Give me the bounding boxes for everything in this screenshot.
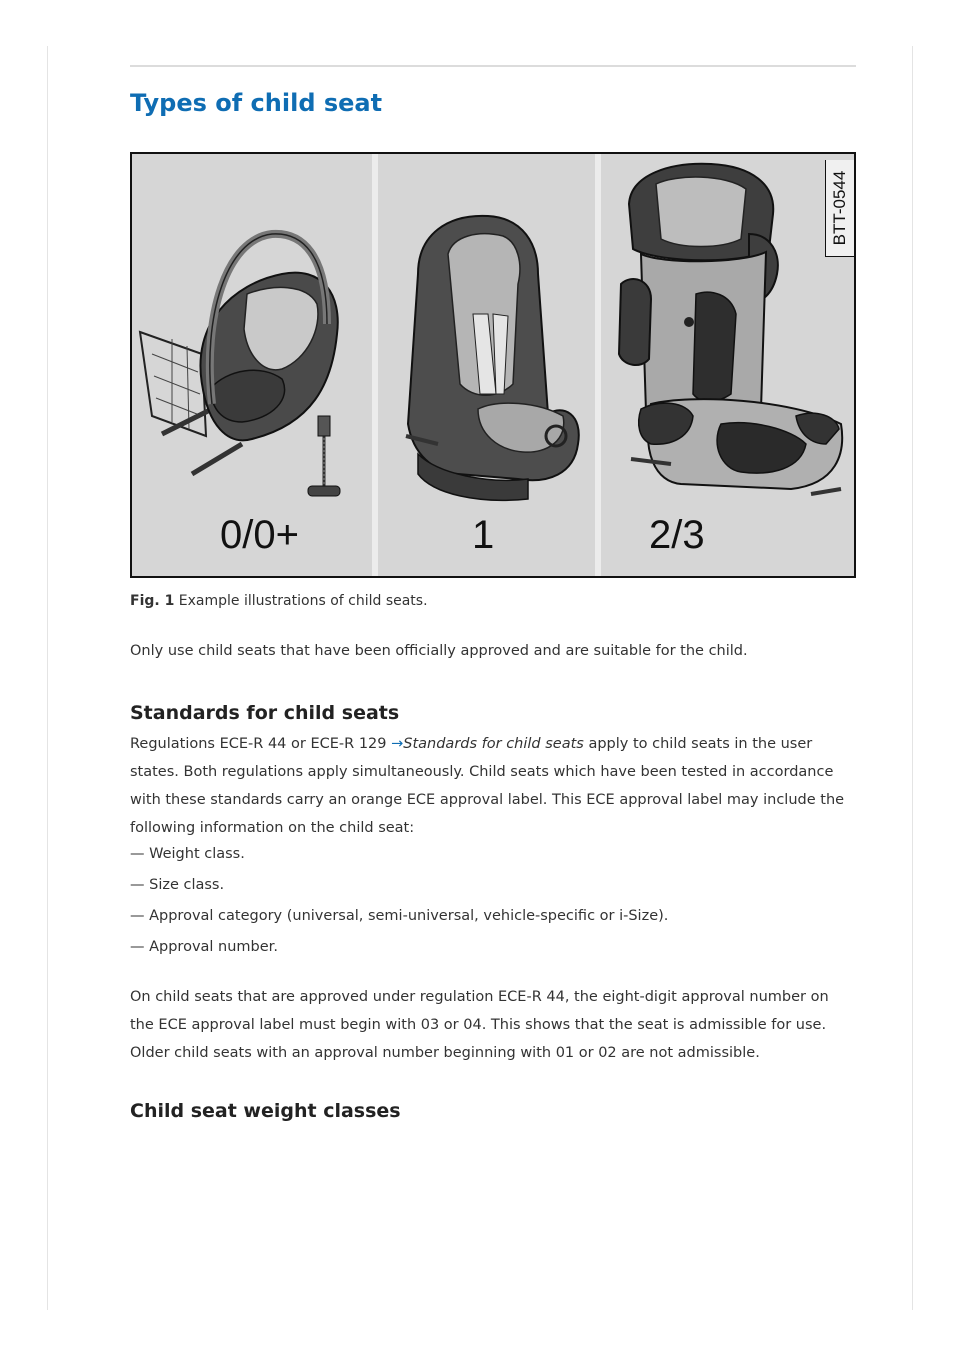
figure-caption xyxy=(130,593,428,609)
figure-code-label xyxy=(825,160,854,257)
list-item: — Size class. xyxy=(130,877,225,893)
header-rule xyxy=(130,65,856,67)
figure-label-group-1: 1 xyxy=(472,513,495,557)
toddler-seat-panel xyxy=(378,154,595,576)
cross-reference-arrow-icon: → xyxy=(391,736,404,752)
list-item: — Weight class. xyxy=(130,846,245,862)
figure-caption-text: Example illustrations of child seats. xyxy=(178,593,428,609)
booster-seat-illustration xyxy=(601,154,854,576)
approval-number-paragraph: On child seats that are approved under regulation ECE-R 44, the eight-digit approval number on the ECE approval label must begin with 03 or 04. This shows that the seat is admissible for use. Older child seats with an approval number beginning with 01 or 02 are not admissible. xyxy=(130,989,829,1061)
figure-label-group-0: 0/0+ xyxy=(220,513,299,557)
weight-classes-heading: Child seat weight classes xyxy=(130,1100,401,1122)
page-margin-right xyxy=(912,46,913,1310)
list-item: — Approval number. xyxy=(130,939,278,955)
page-margin-left xyxy=(47,46,48,1310)
standards-paragraph xyxy=(130,730,856,842)
figure-caption-label: Fig. 1 xyxy=(130,593,175,609)
child-seat-figure xyxy=(130,152,856,578)
intro-paragraph: Only use child seats that have been officially approved and are suitable for the child. xyxy=(130,643,748,659)
infant-seat-panel xyxy=(132,154,372,576)
figure-label-group-2-3: 2/3 xyxy=(649,513,705,557)
figure-code-text: BTT-0544 xyxy=(830,170,849,246)
standards-heading: Standards for child seats xyxy=(130,702,400,724)
standards-text-before: Regulations ECE-R 44 or ECE-R 129 xyxy=(130,736,392,752)
standards-cross-reference-link[interactable]: Standards for child seats xyxy=(403,736,584,752)
list-item: — Approval category (universal, semi-universal, vehicle-specific or i-Size). xyxy=(130,908,669,924)
standards-text-after: apply to child seats in the user states. Both regulations apply simultaneously. Child seats which have been tested in accordance with these standards carry an orange ECE approval label. This ECE approval label may include the following information on the child seat: xyxy=(130,736,845,836)
page-title: Types of child seat xyxy=(130,89,383,117)
booster-seat-panel xyxy=(601,154,854,576)
